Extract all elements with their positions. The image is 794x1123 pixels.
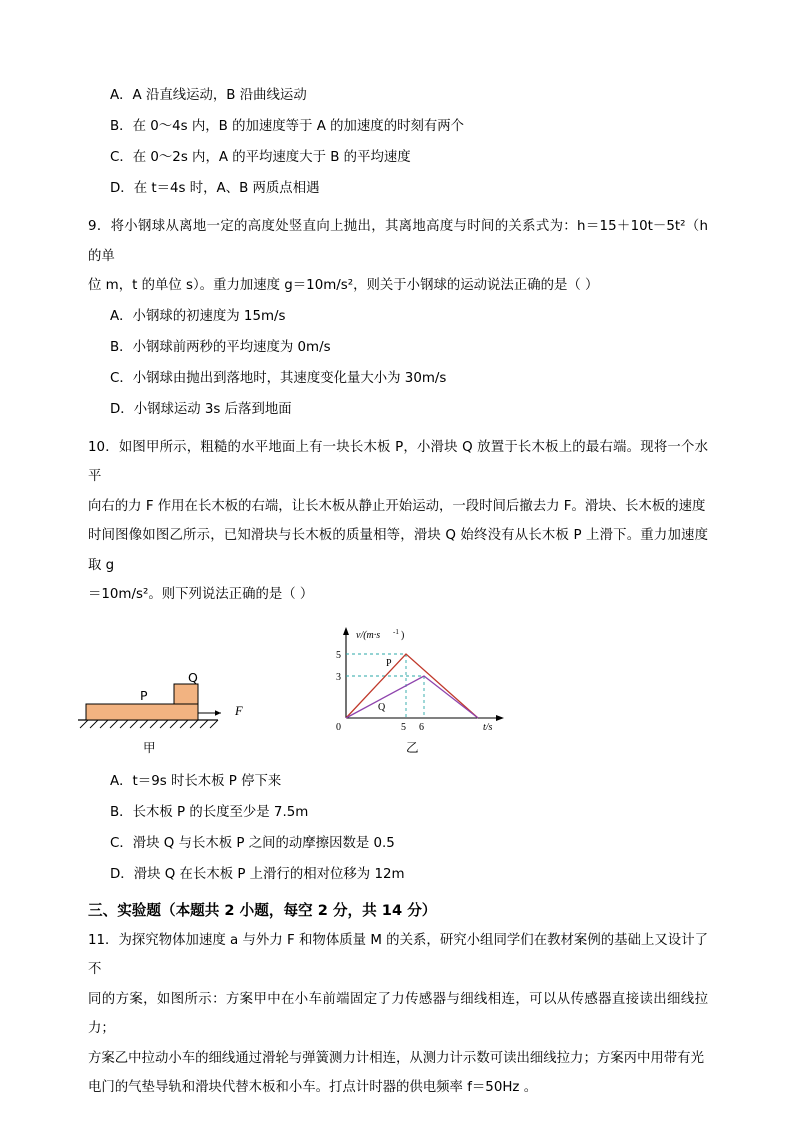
- svg-text:-1: -1: [393, 627, 399, 636]
- q8-option-c: C．在 0～2s 内，A 的平均速度大于 B 的平均速度: [110, 150, 411, 165]
- figure-caption-yi: 乙: [406, 739, 419, 755]
- q8-option-b: B．在 0～4s 内，B 的加速度等于 A 的加速度的时刻有两个: [110, 119, 465, 134]
- diagram-label-force: F: [235, 703, 243, 718]
- q8-option-d: D．在 t＝4s 时，A、B 两质点相遇: [110, 181, 320, 196]
- q10-option-b: B．长木板 P 的长度至少是 7.5m: [110, 804, 309, 820]
- figure-caption-jia: 甲: [143, 739, 156, 755]
- svg-text:v/(m·s: v/(m·s: [356, 629, 381, 641]
- q9-option-d: D．小钢球运动 3s 后落到地面: [110, 401, 292, 417]
- q10-option-d: D．滑块 Q 在长木板 P 上滑行的相对位移为 12m: [110, 866, 405, 882]
- svg-text:3: 3: [336, 671, 341, 683]
- q9-option-a: A．小钢球的初速度为 15m/s: [110, 308, 286, 324]
- document-content: [88, 80, 708, 1103]
- figure-jia-diagram: [78, 624, 328, 754]
- diagram-label-q: Q: [188, 669, 198, 685]
- q11-stem-text1: 为探究物体加速度 a 与外力 F 和物体质量 M 的关系，研究小组同学们在教材案例的基础上又设计了不: [88, 932, 709, 977]
- svg-text:): ): [401, 629, 405, 641]
- q10-number: 10．: [88, 439, 119, 455]
- q10-stem-line3: 时间图像如图乙所示，已知滑块与长木板的质量相等，滑块 Q 始终没有从长木板 P 上滑下。重力加速度取 g: [88, 528, 708, 573]
- svg-text:t/s: t/s: [483, 721, 493, 733]
- q8-option-a: A．A 沿直线运动，B 沿曲线运动: [110, 88, 307, 103]
- svg-text:6: 6: [419, 721, 424, 733]
- q11-stem-line3: 方案乙中拉动小车的细线通过滑轮与弹簧测力计相连，从测力计示数可读出细线拉力；方案丙中用带有光: [88, 1050, 704, 1066]
- q9-stem-text1: 将小钢球从离地一定的高度处竖直向上抛出，其离地高度与时间的关系式为：h＝15＋10t－5t²（h 的单: [88, 219, 708, 264]
- q9-stem-line1: [88, 212, 708, 271]
- q11-stem-line2: 同的方案，如图所示：方案甲中在小车前端固定了力传感器与细线相连，可以从传感器直接读出细线拉力；: [88, 991, 708, 1036]
- q9-number: 9．: [88, 219, 111, 234]
- svg-text:5: 5: [336, 649, 341, 661]
- q9-option-c: C．小钢球由抛出到落地时，其速度变化量大小为 30m/s: [110, 370, 447, 386]
- diagram-label-p: P: [140, 687, 148, 703]
- svg-text:P: P: [386, 657, 392, 669]
- q10-figure: [88, 616, 708, 766]
- q10-stem-line1: [88, 433, 708, 492]
- q10-option-c: C．滑块 Q 与长木板 P 之间的动摩擦因数是 0.5: [110, 835, 395, 851]
- q11-stem-line1: [88, 926, 708, 985]
- q9-option-b: B．小钢球前两秒的平均速度为 0m/s: [110, 339, 331, 355]
- q10-stem-text1: 如图甲所示，粗糙的水平地面上有一块长木板 P，小滑块 Q 放置于长木板上的最右端。现将一个水平: [88, 439, 708, 484]
- svg-text:0: 0: [336, 721, 341, 733]
- q11-number: 11．: [88, 932, 119, 948]
- q9-stem-line2: 位 m，t 的单位 s）。重力加速度 g＝10m/s²，则关于小钢球的运动说法正确的是（ ）: [88, 278, 599, 293]
- svg-text:Q: Q: [378, 701, 386, 713]
- q10-option-a: A．t＝9s 时长木板 P 停下来: [110, 773, 282, 789]
- q10-stem-line2: 向右的力 F 作用在长木板的右端，让长木板从静止开始运动，一段时间后撤去力 F。滑块、长木板的速度: [88, 498, 706, 514]
- q10-stem-line4: ＝10m/s²。则下列说法正确的是（ ）: [88, 587, 314, 602]
- section-3-title: 三、实验题（本题共 2 小题，每空 2 分，共 14 分）: [88, 901, 437, 919]
- figure-yi-graph: [328, 618, 538, 733]
- svg-text:5: 5: [401, 721, 406, 733]
- q11-stem-line4: 电门的气垫导轨和滑块代替木板和小车。打点计时器的供电频率 f＝50Hz 。: [88, 1080, 538, 1095]
